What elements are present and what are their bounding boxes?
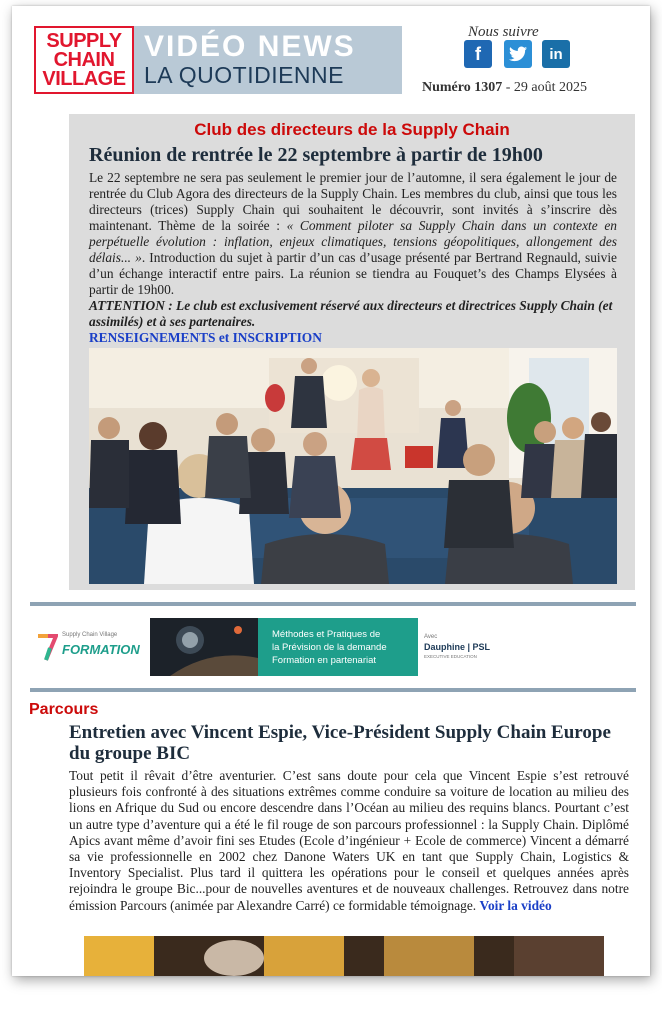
ad-partner-prefix: Avec — [424, 634, 438, 640]
supply-chain-village-logo[interactable] — [34, 26, 134, 94]
ad-partner-name: Dauphine | PSL — [424, 642, 491, 652]
parcours-video-thumbnail[interactable] — [84, 936, 604, 976]
watch-video-link[interactable]: Voir la vidéo — [479, 897, 552, 913]
logo-line-1: SUPPLY — [46, 29, 122, 52]
club-kicker: Club des directeurs de la Supply Chain — [194, 120, 510, 139]
formation-ad-banner[interactable] — [30, 618, 495, 676]
ad-brand-label: FORMATION — [62, 642, 140, 657]
parcours-kicker: Parcours — [29, 701, 99, 718]
twitter-icon[interactable] — [504, 40, 532, 68]
formation-logo-icon — [36, 632, 58, 662]
linkedin-icon[interactable]: in — [542, 40, 570, 68]
parcours-body-text: Tout petit il rêvait d’être aventurier. C’est sans doute pour cela que Vincent Espie s’est retrouvé plusieurs fois confronté à des situations extrêmes comme conduire sa voiture de location au milieu des lions en Afrique du Sud ou encore descendre dans l’Océan au milieu des requins blancs. Pourtant c’est un autre type d’aventure qui a été le fil rouge de son parcours professionnel : la Supply Chain. Diplômé Apics avant même d’avoir fini ses Etudes (Ecole d’ingénieur + Ecole de commerce) Vincent a démarré sa vie professionnelle en 2002 chez Danone Waters UK en tant que Supply Chain, Logistics & Inventory Specialist. Plus tard il quittera les opérations pour le conseil et quelques années après rejoindra le groupe Bic...pour de nouvelles aventures et de nouveaux challenges. Retrouvez dans notre émission Parcours (animée par Alexandre Carré) ce formidable témoignage. — [69, 768, 629, 913]
ad-partner — [418, 618, 495, 676]
section-divider — [30, 688, 636, 692]
ad-partner-sub: EXECUTIVE EDUCATION — [424, 654, 477, 659]
ad-brand-small: Supply Chain Village — [62, 632, 118, 638]
parcours-body — [69, 768, 629, 914]
ad-line-3: Formation en partenariat — [272, 655, 377, 666]
parcours-title[interactable]: Entretien avec Vincent Espie, Vice-Président Supply Chain Europe du groupe BIC — [69, 722, 611, 764]
follow-label: Nous suivre — [468, 24, 539, 40]
ad-line-1: Méthodes et Pratiques de — [272, 629, 381, 640]
club-headline[interactable]: Réunion de rentrée le 22 septembre à partir de 19h00 — [89, 144, 543, 166]
club-body-end: . Introduction du sujet à partir d’un cas d’usage présenté par Bertrand Regnauld, suivie d’un échange interactif entre pairs. La réunion se tiendra au Fouquet’s des Champs Elysées à partir de 19h00. — [89, 250, 617, 297]
logo-line-2: CHAIN — [53, 48, 115, 71]
newsletter-page — [12, 6, 650, 976]
club-warning: ATTENTION : Le club est exclusivement réservé aux directeurs et directrices Supply Chain (et assimilés) et à ses partenaires. — [89, 298, 613, 329]
club-meeting-photo[interactable] — [89, 348, 617, 584]
facebook-icon[interactable]: f — [464, 40, 492, 68]
registration-link[interactable]: RENSEIGNEMENTS et INSCRIPTION — [89, 330, 322, 345]
video-news-banner — [134, 26, 402, 94]
ad-text-panel — [258, 618, 418, 676]
club-body — [89, 170, 617, 298]
banner-subtitle: LA QUOTIDIENNE — [144, 62, 344, 88]
section-divider — [30, 602, 636, 606]
ad-line-2: la Prévision de la demande — [272, 642, 387, 653]
newsletter-header — [12, 6, 650, 106]
club-body-theme: « Comment piloter sa Supply Chain dans un contexte en perpétuelle évolution : inflation, enjeux climatiques, tensions géopolitiques, allongement des délais... » — [89, 218, 617, 265]
issue-number: Numéro 1307 — [422, 80, 503, 95]
ad-image — [150, 618, 258, 676]
club-body-start: Le 22 septembre ne sera pas seulement le premier jour de l’automne, il sera également le jour de rentrée du Club Agora des directeurs de la Supply Chain. Les membres du club, ainsi que tous les directeurs (trices) Supply Chain qui souhaitent le découvrir, sont invités à s’inscrire dès maintenant. Thème de la soirée : — [89, 170, 617, 233]
ad-brand — [30, 618, 150, 676]
issue-date: - 29 août 2025 — [502, 80, 587, 95]
club-article — [69, 114, 635, 590]
logo-line-3: VILLAGE — [42, 67, 126, 90]
issue-info — [422, 80, 587, 96]
banner-title: VIDÉO NEWS — [144, 30, 356, 63]
